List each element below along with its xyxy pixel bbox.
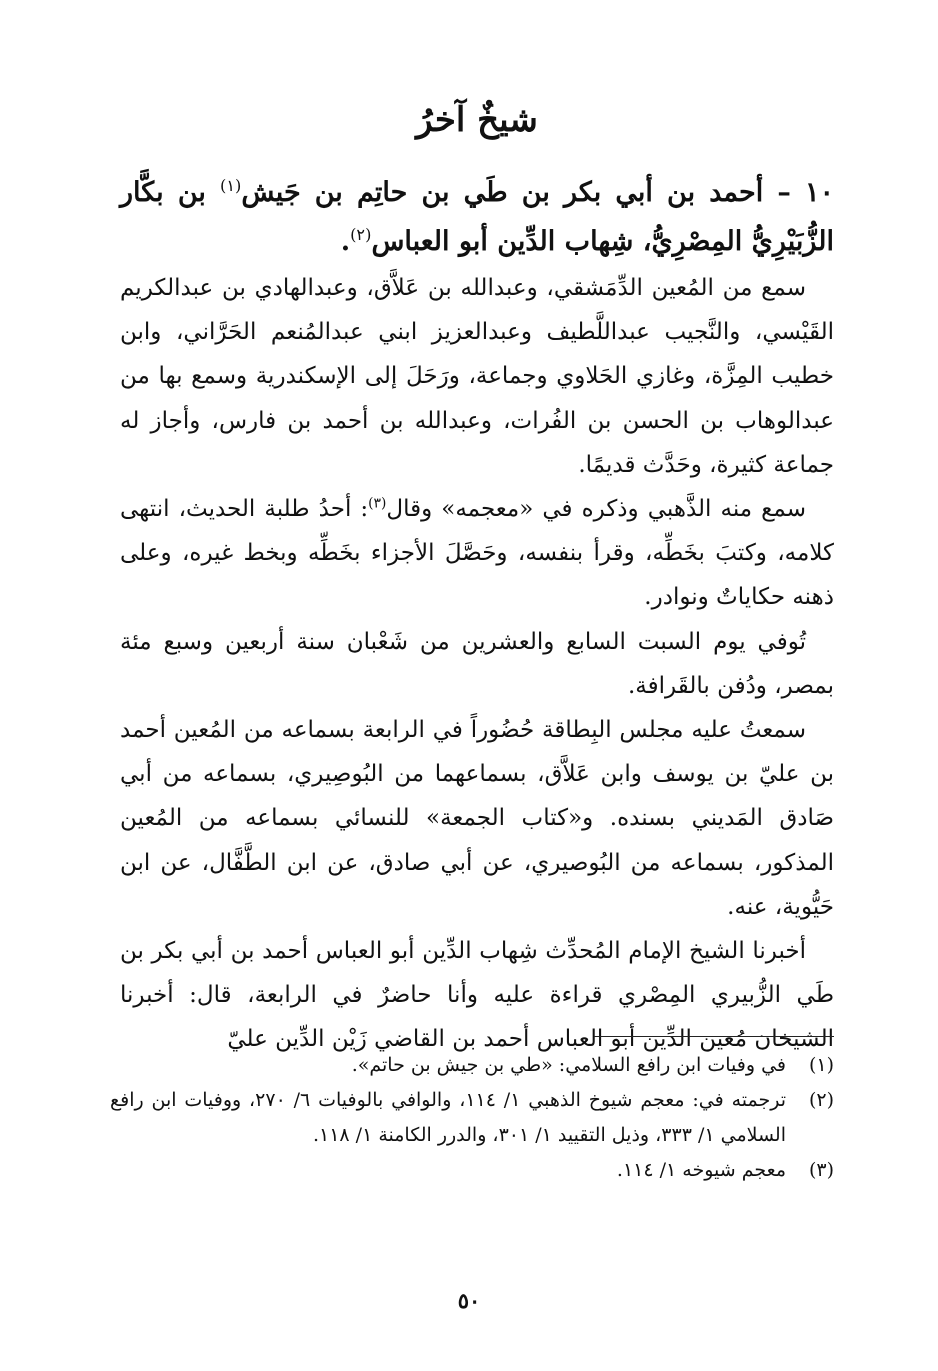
paragraph-hearing: سمعتُ عليه مجلس البِطاقة حُضُوراً في الرابعة بسماعه من المُعين أحمد بن عليّ بن يوسف وابن عَلاَّق، بسماعهما من البُوصِيري، بسماعه من أبي صَادق المَديني بسنده. و«كتاب الجمعة» للنسائي بسماعه من المُعين المذكور، بسماعه من البُوصيري، عن أبي صادق، عن ابن الطَّفَّال، عن ابن حَيُّوية، عنه.: [120, 717, 834, 920]
entry-name-part1: أحمد بن أبي بكر بن طَي بن حاتِم بن جَيش: [241, 177, 764, 208]
entry-name-part2: بن بكَّار الزُّبَيْرِيُّ المِصْرِيُّ، شِهاب الدِّين أبو العباس: [120, 177, 834, 257]
entry-name-end: .: [340, 226, 351, 257]
entry-number: ١٠: [804, 177, 834, 208]
section-title: شيخٌ آخرُ: [416, 100, 538, 140]
page-number: ٥٠: [457, 1288, 481, 1313]
footnotes: [110, 1048, 834, 1188]
paragraph-dhahabi-start: سمع منه الذَّهبي وذكره في «معجمه» وقال: [386, 496, 806, 523]
footnote-ref-1[interactable]: (١): [220, 176, 242, 195]
footnote-text: ترجمته في: معجم شيوخ الذهبي ١/ ١١٤، والوافي بالوفيات ٦/ ٢٧٠، ووفيات ابن رافع السلامي ١/ ٣٣٣، وذيل التقييد ١/ ٣٠١، والدرر الكامنة ١/ ١١٨.: [110, 1089, 786, 1146]
footnote-ref-2[interactable]: (٢): [350, 225, 372, 244]
footnote-number: (٢): [808, 1089, 834, 1111]
footnote-ref-3[interactable]: (٣): [368, 495, 387, 512]
footnote-text: معجم شيوخه ١/ ١١٤.: [616, 1159, 786, 1181]
footnote-divider: [594, 1036, 834, 1037]
paragraph-teachers: سمع من المُعين الدِّمَشقي، وعبدالله بن عَلاَّق، وعبدالهادي بن عبدالكريم القَيْسي، والنَّجيب عبداللَّطيف وعبدالعزيز ابني عبدالمُنعم الحَرَّاني، وابن خطيب المِزَّة، وغازي الحَلاوي وجماعة، ورَحَلَ إلى الإسكندرية وسمع بها من عبدالوهاب بن الحسن بن الفُرات، وعبدالله بن أحمد بن فارس، وأجاز له جماعة كثيرة، وحَدَّث قديمًا.: [120, 275, 834, 478]
footnote-text: في وفيات ابن رافع السلامي: «طي بن جيش بن حاتم».: [351, 1054, 786, 1076]
footnote-number: (٣): [808, 1159, 834, 1181]
paragraph-death: تُوفي يوم السبت السابع والعشرين من شَعْبان سنة أربعين وسبع مئة بمصر، ودُفن بالقَرافة.: [120, 628, 834, 699]
main-text-block: [120, 88, 834, 1062]
entry-heading: ١٠ – أحمد بن أبي بكر بن طَي بن حاتِم بن جَيش$^{(١)}$ بن بكَّار الزُّبَيْرِيُّ المِصْرِيُّ، شِهاب الدِّين أبو العباس$^{(٢)}$.: [120, 176, 834, 257]
footnote-1: [110, 1048, 834, 1083]
paragraph-dhahabi-end: : أحدُ طلبة الحديث، انتهى كلامه، وكتبَ بخَطِّه، وقرأ بنفسه، وحَصَّلَ الأجزاء بخَطِّه وبخط غيره، وعلى ذهنه حكاياتٌ ونوادر.: [120, 496, 834, 611]
footnote-number: (١): [808, 1054, 834, 1076]
footnote-3: [110, 1153, 834, 1188]
paragraph-isnad: أخبرنا الشيخ الإمام المُحدِّث شِهاب الدِّين أبو العباس أحمد بن أبي بكر بن طَي الزُّبيري المِصْري قراءة عليه وأنا حاضرٌ في الرابعة، قال: أخبرنا الشيخان مُعين الدِّين أبو العباس أحمد بن القاضي زَيْن الدِّين عليّ: [120, 938, 834, 1053]
footnote-2: [110, 1083, 834, 1153]
paragraph-dhahabi: [120, 487, 834, 620]
